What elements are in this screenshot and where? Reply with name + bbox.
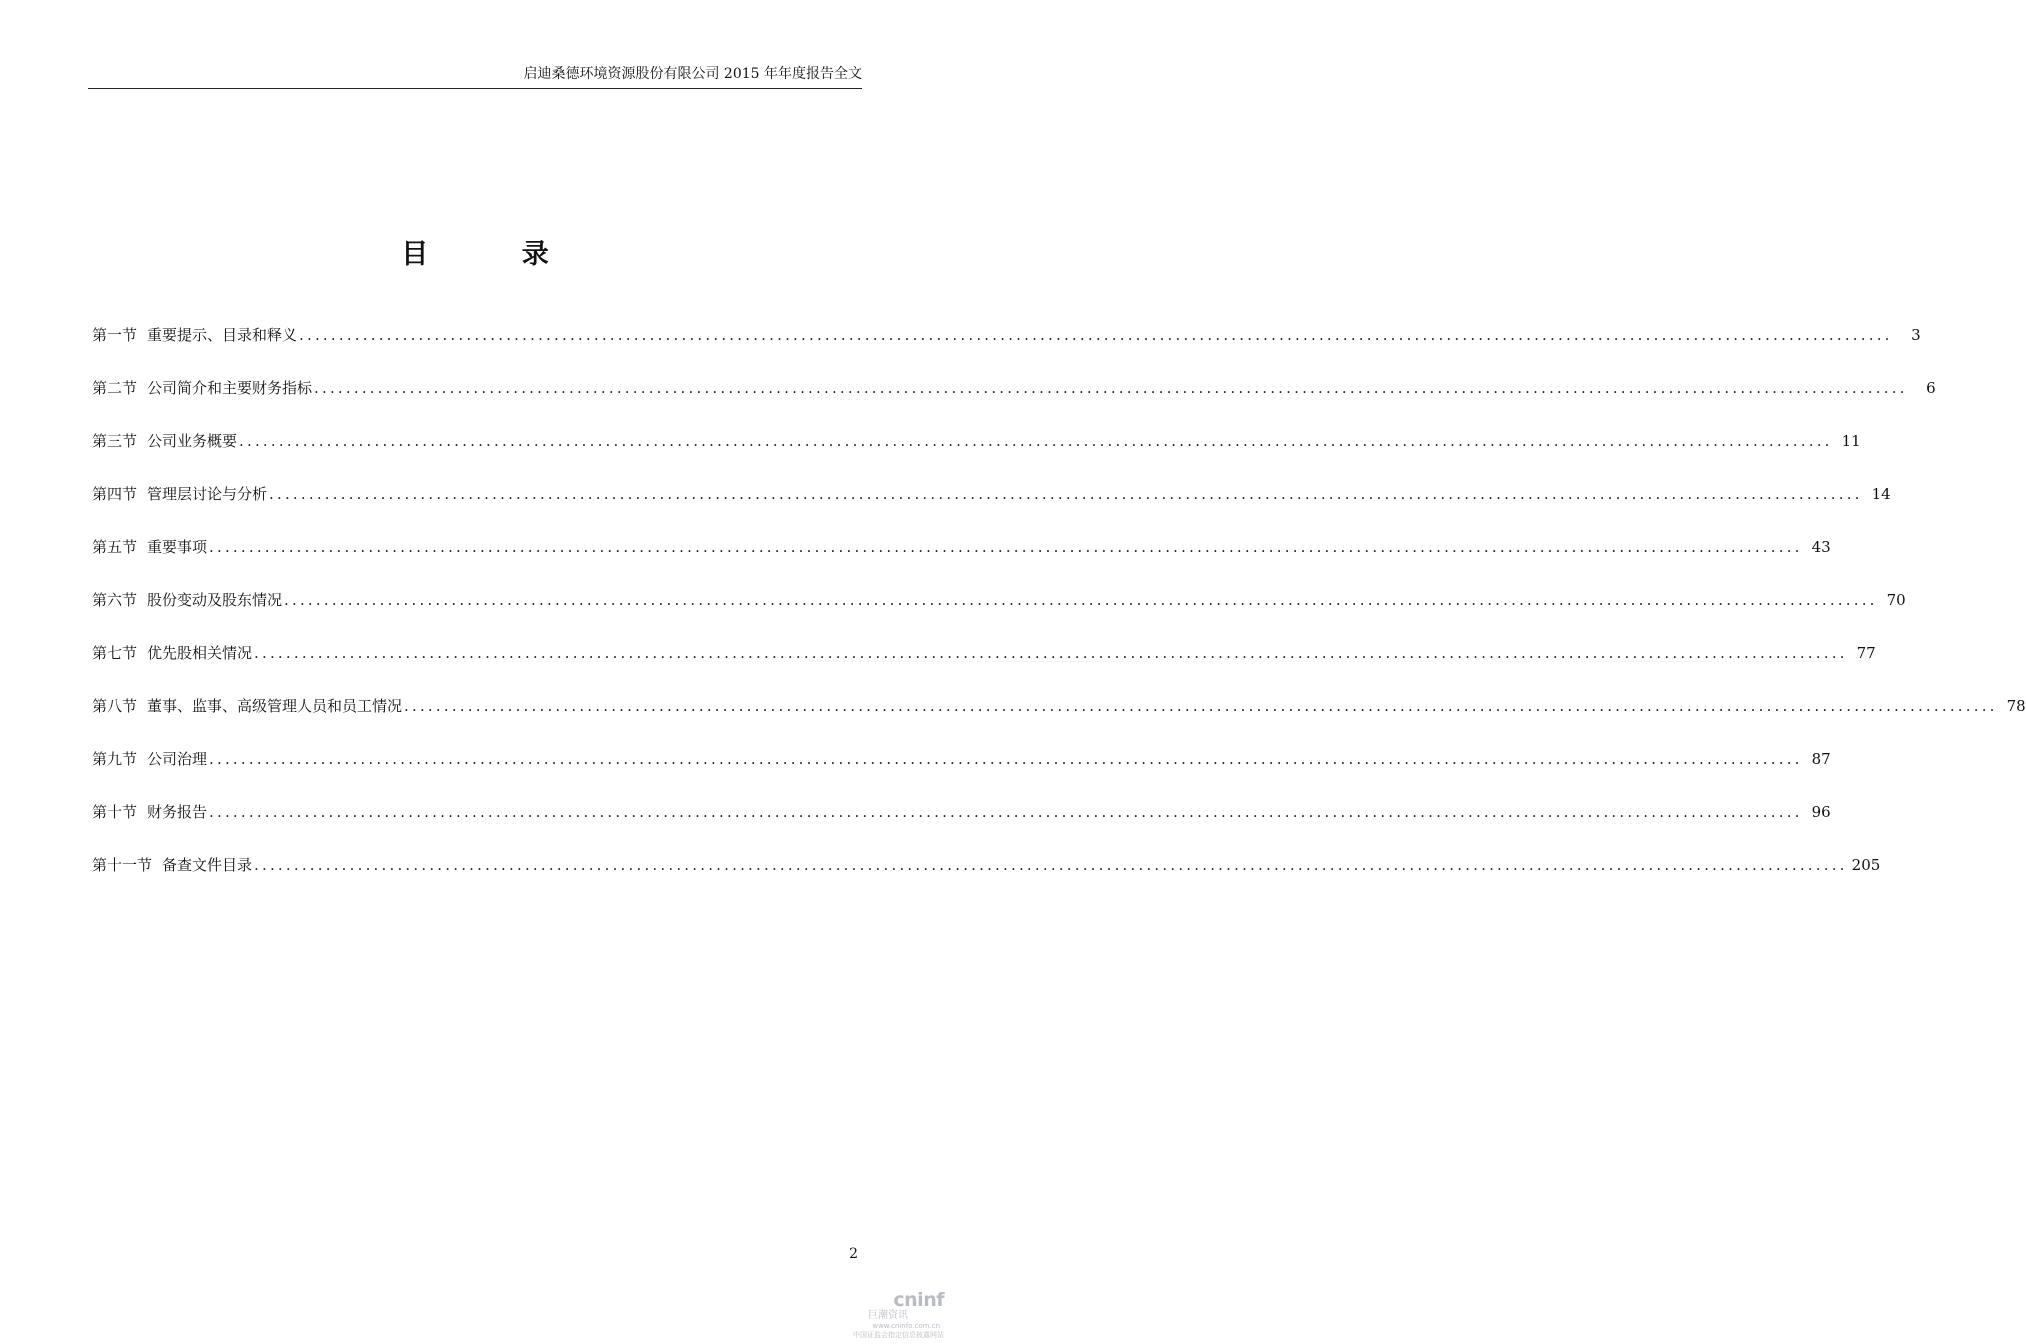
toc-page-number: 43	[1811, 538, 1831, 556]
toc-entry[interactable]	[92, 639, 1876, 692]
toc-leader-dots: ........................................................................................................................................................................................................	[314, 379, 1908, 397]
toc-leader-dots: ........................................................................................................................................................................................................	[404, 697, 1998, 715]
toc-page-number: 96	[1811, 803, 1831, 821]
toc-page-number: 77	[1856, 644, 1876, 662]
toc-entry[interactable]	[92, 798, 1831, 851]
page-number: 2	[849, 1246, 858, 1262]
toc-page-number: 87	[1811, 750, 1831, 768]
toc-section-number: 第六节	[92, 591, 138, 609]
toc-section-name: 管理层讨论与分析	[147, 485, 268, 503]
toc-section-name: 公司简介和主要财务指标	[147, 379, 313, 397]
toc-entry[interactable]	[92, 586, 1906, 639]
toc-page-number: 205	[1851, 856, 1881, 874]
report-header	[88, 60, 862, 89]
toc-section-name: 财务报告	[147, 803, 208, 821]
table-of-contents	[92, 321, 2026, 904]
toc-section-number: 第五节	[92, 538, 138, 556]
toc-entry[interactable]	[92, 692, 2026, 745]
toc-leader-dots: ........................................................................................................................................................................................................	[209, 803, 1803, 821]
cninfo-url: www.cninfo.com.cn	[872, 1322, 940, 1330]
toc-leader-dots: ........................................................................................................................................................................................................	[284, 591, 1878, 609]
toc-entry[interactable]	[92, 851, 1881, 904]
toc-section-number: 第八节	[92, 697, 138, 715]
toc-leader-dots: ........................................................................................................................................................................................................	[239, 432, 1833, 450]
toc-entry[interactable]	[92, 745, 1831, 798]
toc-section-name: 优先股相关情况	[147, 644, 253, 662]
toc-leader-dots: ........................................................................................................................................................................................................	[254, 856, 1848, 874]
toc-entry[interactable]	[92, 374, 1936, 427]
toc-section-name: 重要提示、目录和释义	[147, 326, 298, 344]
toc-section-number: 第十一节	[92, 856, 153, 874]
cninfo-org: 中国证监会指定信息披露网站	[853, 1331, 944, 1339]
toc-entry[interactable]	[92, 533, 1831, 586]
toc-page-number: 3	[1911, 326, 1921, 344]
report-header-text: 启迪桑德环境资源股份有限公司 2015 年年度报告全文	[523, 66, 862, 82]
toc-page-number: 6	[1926, 379, 1936, 397]
toc-leader-dots: ........................................................................................................................................................................................................	[269, 485, 1863, 503]
cninfo-cn-name: 巨潮资讯	[868, 1310, 908, 1321]
toc-entry[interactable]	[92, 321, 1921, 374]
toc-section-name: 公司业务概要	[147, 432, 238, 450]
toc-section-number: 第二节	[92, 379, 138, 397]
cninfo-logo: cninf	[893, 1289, 944, 1311]
toc-leader-dots: ........................................................................................................................................................................................................	[254, 644, 1848, 662]
toc-section-number: 第九节	[92, 750, 138, 768]
toc-page-number: 78	[2006, 697, 2026, 715]
toc-page-number: 14	[1871, 485, 1891, 503]
toc-section-name: 股份变动及股东情况	[147, 591, 283, 609]
toc-page-number: 11	[1841, 432, 1861, 450]
toc-section-number: 第一节	[92, 326, 138, 344]
toc-section-name: 重要事项	[147, 538, 208, 556]
toc-section-name: 董事、监事、高级管理人员和员工情况	[147, 697, 403, 715]
toc-leader-dots: ........................................................................................................................................................................................................	[209, 538, 1803, 556]
toc-section-number: 第十节	[92, 803, 138, 821]
toc-section-number: 第三节	[92, 432, 138, 450]
toc-entry[interactable]	[92, 480, 1891, 533]
toc-section-name: 备查文件目录	[162, 856, 253, 874]
toc-leader-dots: ........................................................................................................................................................................................................	[209, 750, 1803, 768]
toc-section-number: 第七节	[92, 644, 138, 662]
toc-page-number: 70	[1886, 591, 1906, 609]
toc-leader-dots: ........................................................................................................................................................................................................	[299, 326, 1893, 344]
toc-section-number: 第四节	[92, 485, 138, 503]
toc-entry[interactable]	[92, 427, 1861, 480]
cninfo-watermark	[834, 1290, 944, 1340]
toc-section-name: 公司治理	[147, 750, 208, 768]
page-title: 目 录	[401, 239, 591, 270]
